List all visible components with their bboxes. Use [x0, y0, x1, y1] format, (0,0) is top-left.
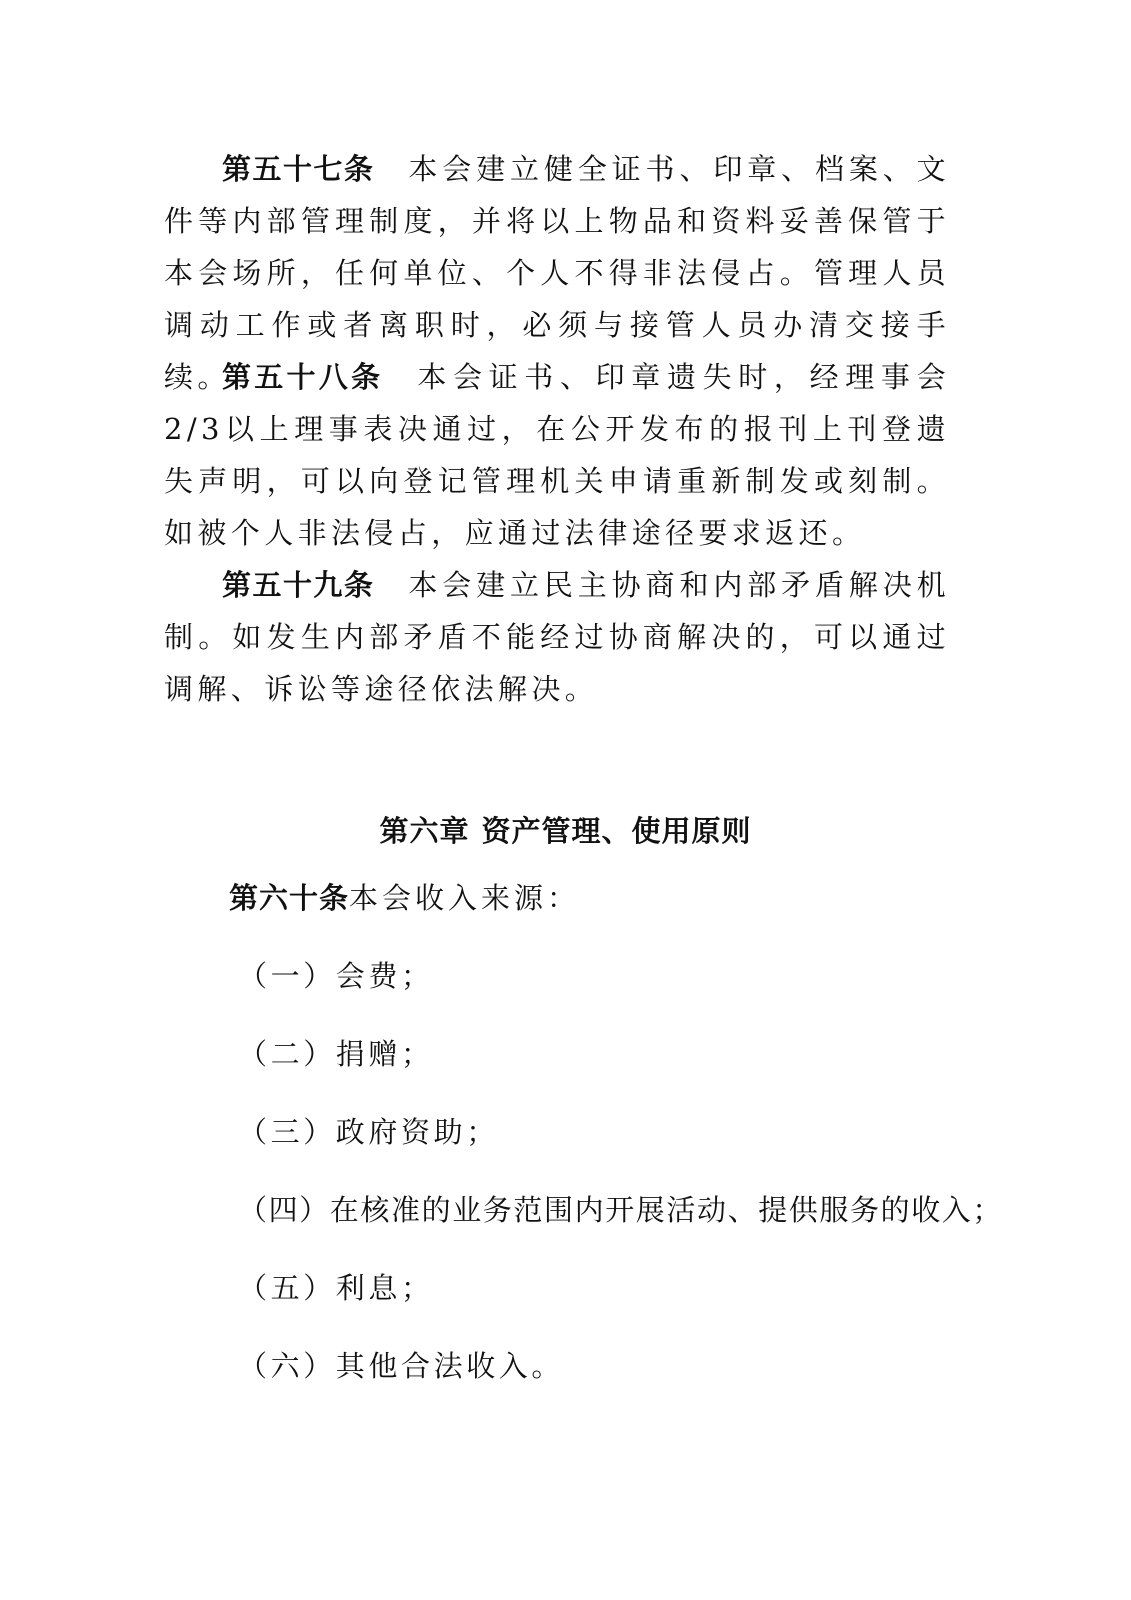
chapter-number: 第六章	[379, 814, 470, 848]
article-number: 第五十九条	[222, 568, 375, 602]
article-60	[229, 878, 580, 918]
income-item-1: （一）会费；	[238, 959, 434, 993]
income-item-5: （五）利息；	[238, 1271, 434, 1305]
article-58	[164, 351, 950, 559]
income-item-6: （六）其他合法收入。	[238, 1349, 565, 1383]
income-item-3: （三）政府资助；	[238, 1115, 499, 1149]
income-item-2: （二）捐赠；	[238, 1037, 434, 1071]
article-59	[164, 559, 950, 715]
chapter-title: 资产管理、使用原则	[481, 814, 752, 848]
income-item-4: （四）在核准的业务范围内开展活动、提供服务的收入；	[238, 1193, 1004, 1227]
article-text: 本会建立健全证书、印章、档案、文件等内部管理制度，并将以上物品和资料妥善保管于本会场所，任何单位、个人不得非法侵占。管理人员调动工作或者离职时，必须与接管人员办清交接手续。	[164, 152, 950, 394]
article-number: 第五十八条	[222, 360, 384, 394]
article-text: 本会证书、印章遗失时，经理事会2/3以上理事表决通过，在公开发布的报刊上刊登遗失声明，可以向登记管理机关申请重新制发或刻制。如被个人非法侵占，应通过法律途径要求返还。	[164, 360, 950, 550]
article-number: 第五十七条	[222, 152, 375, 186]
article-text: 本会建立民主协商和内部矛盾解决机制。如发生内部矛盾不能经过协商解决的，可以通过调解、诉讼等途径依法解决。	[164, 568, 950, 706]
article-number: 第六十条	[229, 881, 350, 915]
article-text: 本会收入来源：	[349, 881, 581, 915]
chapter-heading	[0, 811, 1131, 851]
